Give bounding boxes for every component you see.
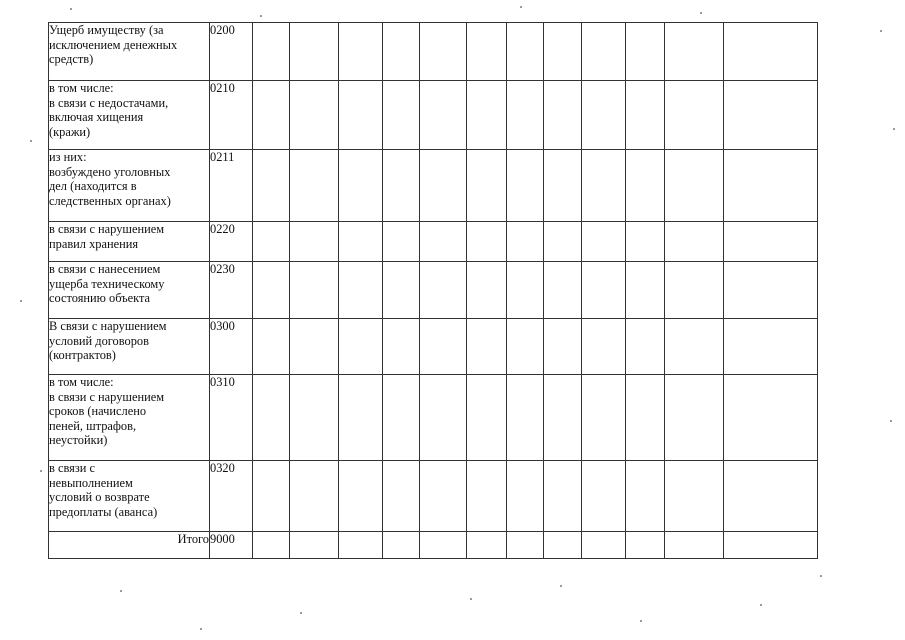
empty-cell — [420, 262, 467, 319]
empty-cell — [507, 262, 544, 319]
empty-cell — [626, 461, 665, 532]
empty-cell — [626, 23, 665, 81]
row-label-line: (контрактов) — [49, 348, 116, 363]
empty-cell — [665, 23, 724, 81]
row-code: 0300 — [210, 319, 253, 375]
scan-speck — [893, 128, 895, 130]
scan-speck — [470, 598, 472, 600]
table-row — [49, 375, 818, 461]
empty-cell — [724, 150, 818, 222]
empty-cell — [253, 461, 290, 532]
scan-speck — [820, 575, 822, 577]
empty-cell — [420, 23, 467, 81]
empty-cell — [665, 319, 724, 375]
row-label-line: в том числе: — [49, 81, 114, 95]
row-label-line: в связи с недостачами, — [49, 95, 169, 110]
empty-cell — [253, 262, 290, 319]
empty-cell — [290, 532, 339, 559]
table-row — [49, 23, 818, 81]
empty-cell — [339, 222, 383, 262]
empty-cell — [582, 461, 626, 532]
empty-cell — [626, 222, 665, 262]
empty-cell — [544, 81, 582, 150]
empty-cell — [507, 23, 544, 81]
empty-cell — [467, 262, 507, 319]
empty-cell — [383, 461, 420, 532]
empty-cell — [420, 150, 467, 222]
empty-cell — [544, 375, 582, 461]
empty-cell — [582, 319, 626, 375]
row-label-line: условий о возврате — [49, 490, 150, 505]
empty-cell — [383, 532, 420, 559]
row-label — [49, 81, 210, 150]
row-label-line: правил хранения — [49, 236, 139, 251]
row-code: 0210 — [210, 81, 253, 150]
empty-cell — [626, 262, 665, 319]
row-label-line: (кражи) — [49, 124, 91, 139]
empty-cell — [420, 461, 467, 532]
scan-speck — [260, 15, 262, 17]
row-label-line: сроков (начислено — [49, 404, 147, 419]
table-row — [49, 81, 818, 150]
row-label — [49, 23, 210, 81]
scan-speck — [890, 420, 892, 422]
empty-cell — [339, 81, 383, 150]
row-label-line: в том числе: — [49, 375, 114, 389]
empty-cell — [383, 262, 420, 319]
row-label-line: следственных органах) — [49, 193, 171, 208]
row-code: 0220 — [210, 222, 253, 262]
scan-speck — [30, 140, 32, 142]
row-label-line: в связи с нарушением — [49, 389, 165, 404]
row-label-line: В связи с нарушением — [49, 319, 167, 333]
total-row — [49, 532, 818, 559]
empty-cell — [582, 532, 626, 559]
scan-speck — [300, 612, 302, 614]
row-label — [49, 375, 210, 461]
empty-cell — [724, 375, 818, 461]
table-row — [49, 222, 818, 262]
empty-cell — [383, 222, 420, 262]
empty-cell — [724, 262, 818, 319]
empty-cell — [253, 375, 290, 461]
empty-cell — [582, 23, 626, 81]
empty-cell — [253, 81, 290, 150]
row-code: 0230 — [210, 262, 253, 319]
row-label-line: в связи с нанесением — [49, 262, 161, 276]
row-label-line: исключением денежных — [49, 37, 178, 52]
empty-cell — [467, 375, 507, 461]
scan-speck — [700, 12, 702, 14]
empty-cell — [383, 375, 420, 461]
empty-cell — [507, 532, 544, 559]
empty-cell — [467, 150, 507, 222]
total-label: Итого — [49, 532, 210, 559]
row-label-line: состоянию объекта — [49, 291, 151, 306]
row-code: 0211 — [210, 150, 253, 222]
empty-cell — [290, 81, 339, 150]
row-label — [49, 262, 210, 319]
row-code: 0320 — [210, 461, 253, 532]
empty-cell — [253, 222, 290, 262]
row-code: 0310 — [210, 375, 253, 461]
empty-cell — [253, 532, 290, 559]
empty-cell — [544, 461, 582, 532]
empty-cell — [467, 461, 507, 532]
scan-speck — [70, 8, 72, 10]
empty-cell — [582, 375, 626, 461]
empty-cell — [420, 375, 467, 461]
empty-cell — [467, 222, 507, 262]
empty-cell — [383, 150, 420, 222]
scan-speck — [40, 470, 42, 472]
row-label — [49, 150, 210, 222]
row-label-line: дел (находится в — [49, 179, 137, 194]
empty-cell — [290, 262, 339, 319]
empty-cell — [507, 81, 544, 150]
row-code: 0200 — [210, 23, 253, 81]
empty-cell — [339, 532, 383, 559]
empty-cell — [724, 461, 818, 532]
empty-cell — [290, 150, 339, 222]
empty-cell — [253, 319, 290, 375]
table-row — [49, 150, 818, 222]
empty-cell — [420, 532, 467, 559]
empty-cell — [544, 532, 582, 559]
empty-cell — [507, 461, 544, 532]
table-row — [49, 262, 818, 319]
row-label-line: возбуждено уголовных — [49, 164, 171, 179]
empty-cell — [383, 319, 420, 375]
empty-cell — [544, 262, 582, 319]
row-label-line: средств) — [49, 52, 94, 67]
empty-cell — [290, 375, 339, 461]
empty-cell — [582, 81, 626, 150]
scan-speck — [760, 604, 762, 606]
empty-cell — [339, 23, 383, 81]
empty-cell — [467, 23, 507, 81]
table-row — [49, 319, 818, 375]
empty-cell — [507, 222, 544, 262]
row-label — [49, 461, 210, 532]
empty-cell — [383, 23, 420, 81]
empty-cell — [290, 461, 339, 532]
scan-speck — [200, 628, 202, 630]
empty-cell — [582, 262, 626, 319]
empty-cell — [420, 222, 467, 262]
row-label — [49, 222, 210, 262]
row-label-line: в связи с нарушением — [49, 222, 165, 236]
empty-cell — [582, 150, 626, 222]
empty-cell — [665, 532, 724, 559]
empty-cell — [724, 23, 818, 81]
empty-cell — [339, 262, 383, 319]
empty-cell — [339, 375, 383, 461]
scan-speck — [20, 300, 22, 302]
row-label-line: неустойки) — [49, 433, 108, 448]
empty-cell — [724, 222, 818, 262]
empty-cell — [507, 150, 544, 222]
empty-cell — [665, 150, 724, 222]
empty-cell — [724, 319, 818, 375]
empty-cell — [665, 81, 724, 150]
empty-cell — [467, 81, 507, 150]
row-label-line: в связи с — [49, 461, 95, 475]
empty-cell — [467, 532, 507, 559]
empty-cell — [582, 222, 626, 262]
empty-cell — [665, 222, 724, 262]
empty-cell — [544, 23, 582, 81]
empty-cell — [290, 23, 339, 81]
empty-cell — [253, 150, 290, 222]
empty-cell — [507, 319, 544, 375]
scan-speck — [640, 620, 642, 622]
empty-cell — [290, 222, 339, 262]
empty-cell — [626, 150, 665, 222]
row-label — [49, 319, 210, 375]
empty-cell — [544, 319, 582, 375]
empty-cell — [420, 81, 467, 150]
empty-cell — [665, 262, 724, 319]
empty-cell — [420, 319, 467, 375]
report-table — [48, 22, 818, 559]
empty-cell — [383, 81, 420, 150]
empty-cell — [544, 222, 582, 262]
empty-cell — [626, 81, 665, 150]
total-code: 9000 — [210, 532, 253, 559]
row-label-line: Ущерб имуществу (за — [49, 23, 164, 37]
empty-cell — [339, 319, 383, 375]
empty-cell — [724, 81, 818, 150]
empty-cell — [626, 319, 665, 375]
empty-cell — [290, 319, 339, 375]
scan-speck — [520, 6, 522, 8]
empty-cell — [507, 375, 544, 461]
scan-speck — [120, 590, 122, 592]
row-label-line: из них: — [49, 150, 87, 164]
empty-cell — [339, 150, 383, 222]
empty-cell — [626, 375, 665, 461]
empty-cell — [665, 461, 724, 532]
table-row — [49, 461, 818, 532]
row-label-line: пеней, штрафов, — [49, 418, 137, 433]
row-label-line: предоплаты (аванса) — [49, 504, 158, 519]
scan-speck — [880, 30, 882, 32]
row-label-line: условий договоров — [49, 333, 149, 348]
empty-cell — [665, 375, 724, 461]
empty-cell — [253, 23, 290, 81]
row-label-line: ущерба техническому — [49, 276, 165, 291]
empty-cell — [544, 150, 582, 222]
empty-cell — [724, 532, 818, 559]
empty-cell — [467, 319, 507, 375]
row-label-line: включая хищения — [49, 110, 144, 125]
scan-speck — [560, 585, 562, 587]
empty-cell — [626, 532, 665, 559]
row-label-line: невыполнением — [49, 475, 133, 490]
empty-cell — [339, 461, 383, 532]
